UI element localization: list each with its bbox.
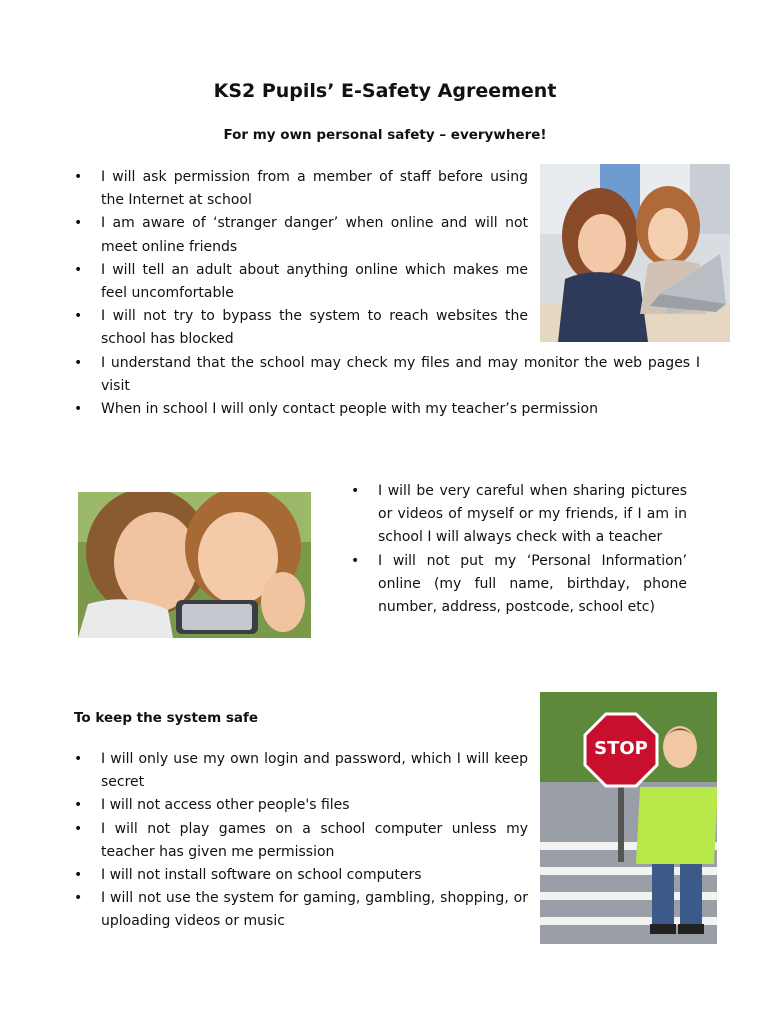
list-item: • I will be very careful when sharing pictures or videos of myself or my friends, if I am in school I will always check with a teacher <box>351 480 687 550</box>
system-safe-list <box>74 748 528 934</box>
safety-list-narrow <box>74 166 528 352</box>
list-item: • I will not access other people's files <box>74 794 528 817</box>
list-item: • I will ask permission from a member of staff before using the Internet at school <box>74 166 528 212</box>
list-item: • I will not try to bypass the system to reach websites the school has blocked <box>74 305 528 351</box>
section-heading: To keep the system safe <box>74 710 259 726</box>
list-item: • I will not install software on school computers <box>74 864 528 887</box>
list-item: • When in school I will only contact people with my teacher’s permission <box>74 398 700 421</box>
girls-phone-photo <box>78 492 311 638</box>
list-item: • I will not play games on a school computer unless my teacher has given me permission <box>74 818 528 864</box>
girls-laptop-photo <box>540 164 730 342</box>
list-item: • I am aware of ‘stranger danger’ when online and will not meet online friends <box>74 212 528 258</box>
stop-sign-photo <box>540 692 717 944</box>
list-item: • I will only use my own login and password, which I will keep secret <box>74 748 528 794</box>
safety-list-wide <box>74 352 700 422</box>
list-item: • I will tell an adult about anything online which makes me feel uncomfortable <box>74 259 528 305</box>
list-item: • I understand that the school may check my files and may monitor the web pages I visit <box>74 352 700 398</box>
list-item: • I will not use the system for gaming, gambling, shopping, or uploading videos or music <box>74 887 528 933</box>
stop-sign-label: STOP <box>594 738 648 759</box>
list-item: • I will not put my ‘Personal Information’ online (my full name, birthday, phone number, address, postcode, school etc) <box>351 550 687 620</box>
page-subtitle: For my own personal safety – everywhere! <box>223 127 547 143</box>
sharing-list <box>351 480 687 619</box>
page-title: KS2 Pupils’ E-Safety Agreement <box>213 80 557 102</box>
